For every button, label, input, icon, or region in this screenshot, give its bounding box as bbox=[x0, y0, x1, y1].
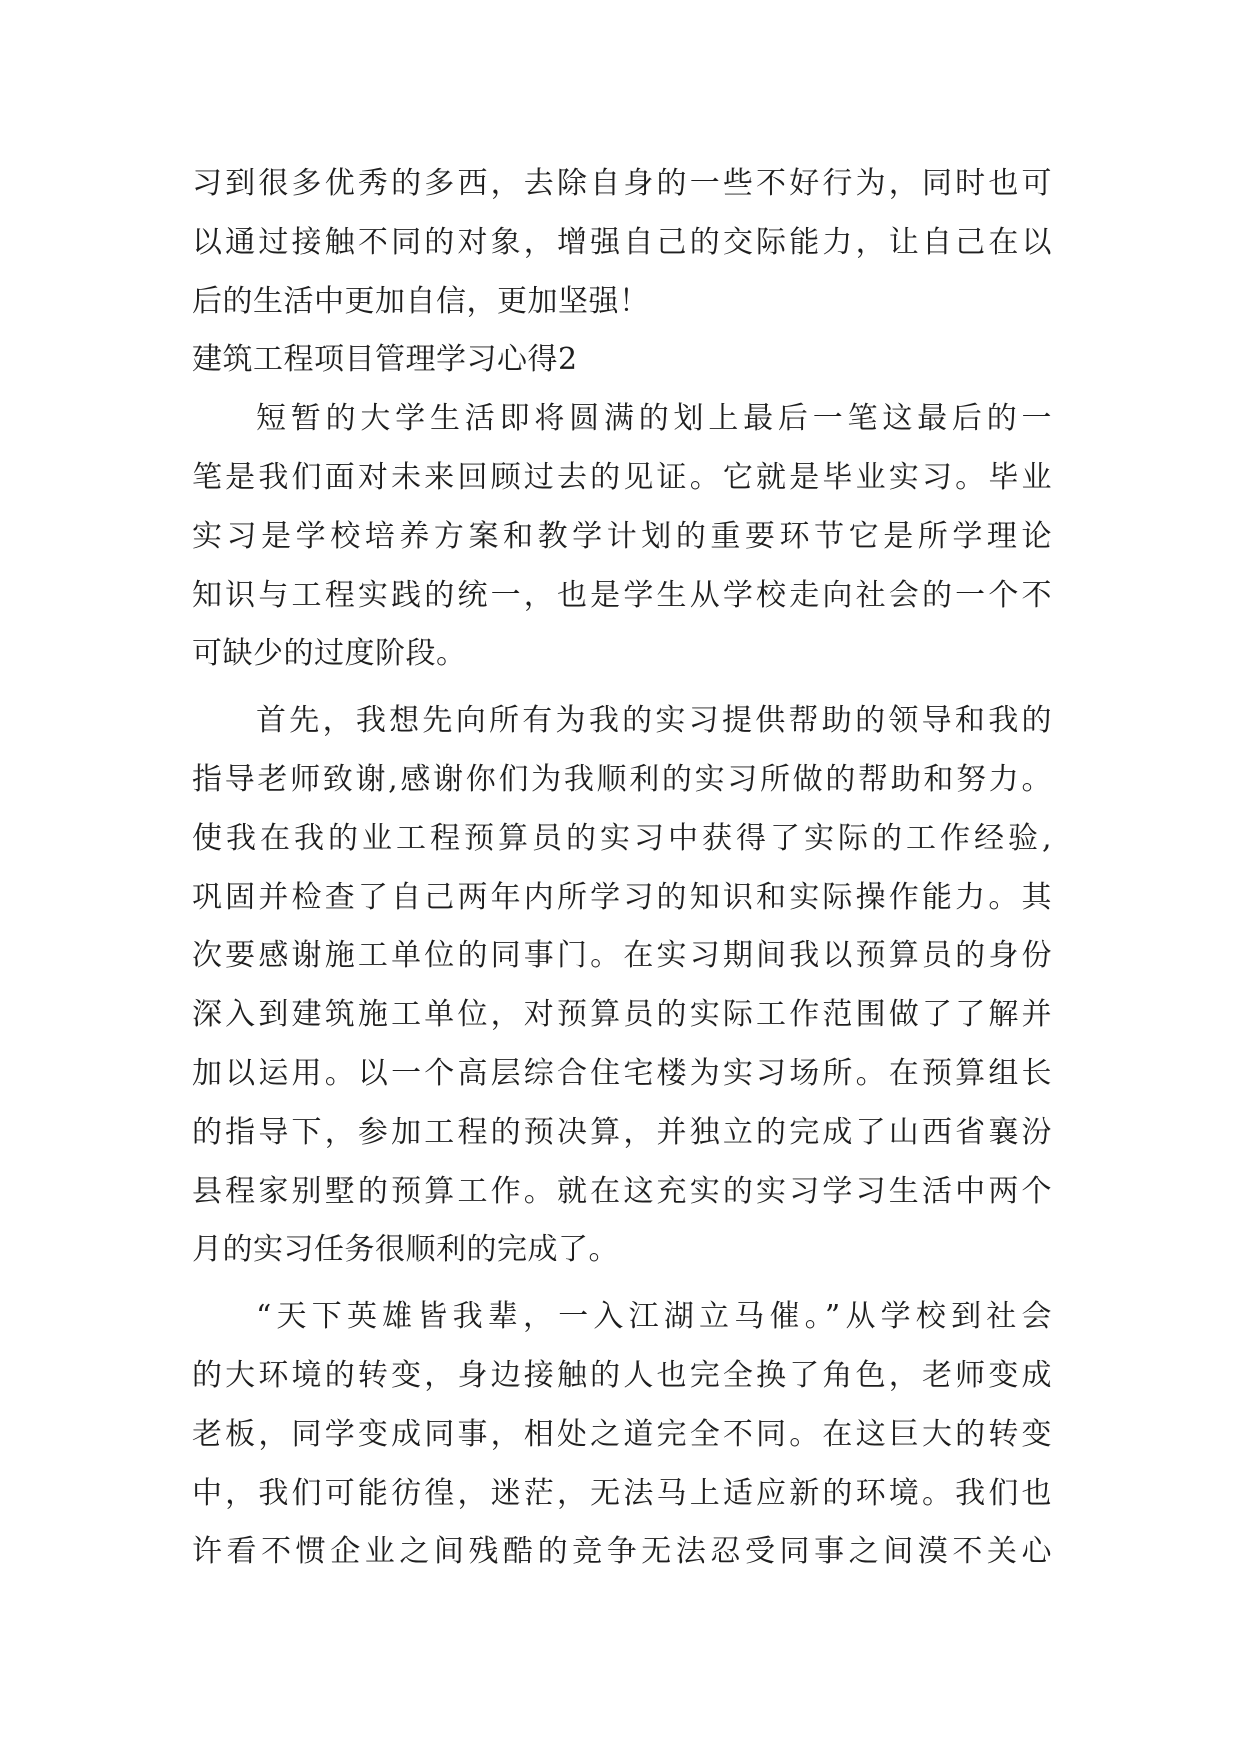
text-line: 加以运用。以一个高层综合住宅楼为实习场所。在预算组长 bbox=[192, 1055, 1052, 1091]
text-line: 指导老师致谢,感谢你们为我顺利的实习所做的帮助和努力。 bbox=[192, 761, 1052, 797]
text-line: 知识与工程实践的统一，也是学生从学校走向社会的一个不 bbox=[192, 577, 1052, 613]
text-line: 使我在我的业工程预算员的实习中获得了实际的工作经验, bbox=[192, 820, 1052, 856]
text-line: 深入到建筑施工单位，对预算员的实际工作范围做了了解并 bbox=[192, 997, 1052, 1033]
text-line: 短暂的大学生活即将圆满的划上最后一笔这最后的一 bbox=[256, 401, 1052, 437]
text-line: 老板，同学变成同事，相处之道完全不同。在这巨大的转变 bbox=[192, 1416, 1052, 1452]
text-line: 月的实习任务很顺利的完成了。 bbox=[192, 1232, 619, 1268]
text-line: 县程家别墅的预算工作。就在这充实的实习学习生活中两个 bbox=[192, 1173, 1052, 1209]
text-line: 后的生活中更加自信，更加坚强！ bbox=[192, 283, 650, 319]
text-line: 许看不惯企业之间残酷的竞争无法忍受同事之间漠不关心 bbox=[192, 1534, 1052, 1570]
text-line: 首先，我想先向所有为我的实习提供帮助的领导和我的 bbox=[256, 703, 1052, 739]
text-line: 的指导下，参加工程的预决算，并独立的完成了山西省襄汾 bbox=[192, 1114, 1052, 1150]
paragraph-continued bbox=[192, 155, 1052, 331]
text-line: 笔是我们面对未来回顾过去的见证。它就是毕业实习。毕业 bbox=[192, 459, 1052, 495]
paragraph-thanks bbox=[192, 692, 1052, 1280]
text-line: 以通过接触不同的对象，增强自己的交际能力，让自己在以 bbox=[192, 224, 1052, 260]
text-line: 习到很多优秀的多西，去除自身的一些不好行为，同时也可 bbox=[192, 166, 1052, 201]
text-line: 可缺少的过度阶段。 bbox=[192, 636, 467, 672]
text-line: 的大环境的转变，身边接触的人也完全换了角色，老师变成 bbox=[192, 1357, 1052, 1393]
text-line: “天下英雄皆我辈，一入江湖立马催。”从学校到社会 bbox=[256, 1299, 1052, 1335]
paragraph-spacer bbox=[192, 1280, 1052, 1288]
text-line: 巩固并检查了自己两年内所学习的知识和实际操作能力。其 bbox=[192, 879, 1052, 915]
document-body bbox=[192, 155, 1052, 1582]
section-heading: 建筑工程项目管理学习心得2 bbox=[192, 342, 578, 378]
paragraph-spacer bbox=[192, 684, 1052, 692]
text-line: 次要感谢施工单位的同事门。在实习期间我以预算员的身份 bbox=[192, 938, 1052, 974]
paragraph-intro bbox=[192, 390, 1052, 684]
text-line: 实习是学校培养方案和教学计划的重要环节它是所学理论 bbox=[192, 518, 1052, 554]
paragraph-transition bbox=[192, 1288, 1052, 1582]
text-line: 中，我们可能彷徨，迷茫，无法马上适应新的环境。我们也 bbox=[192, 1475, 1052, 1511]
